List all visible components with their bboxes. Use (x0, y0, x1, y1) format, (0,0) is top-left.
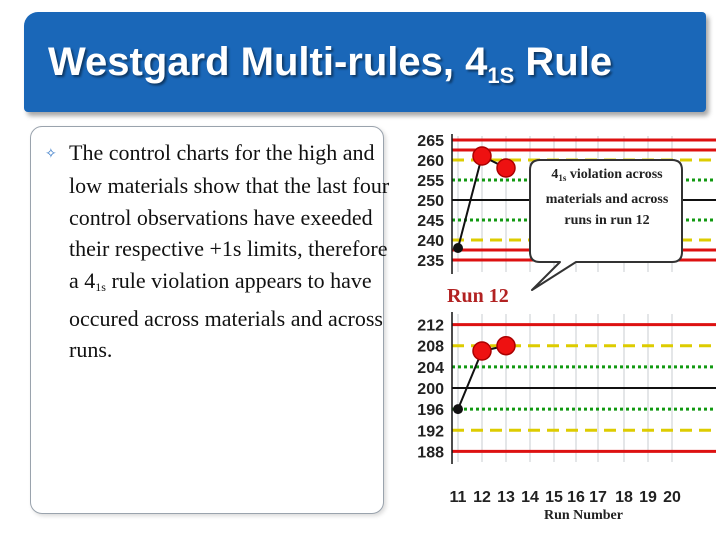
run-label: Run 12 (447, 285, 509, 307)
x-tick-label: 19 (639, 489, 657, 506)
text-box (30, 126, 390, 514)
title-bar (24, 12, 706, 112)
slide-title: Westgard Multi-rules, $4_{1S}$ Rule (48, 40, 613, 88)
y-tick-label: 192 (417, 423, 444, 441)
data-point-violation (497, 159, 515, 177)
y-tick-label: 260 (417, 153, 444, 170)
x-tick-label: 11 (449, 489, 467, 506)
x-axis-label: Run Number (544, 508, 623, 523)
data-point-violation (473, 342, 491, 360)
data-point-violation (497, 337, 515, 355)
bullet-arrow-icon: ✧ (45, 147, 57, 162)
data-point (453, 404, 463, 414)
y-tick-label: 188 (417, 444, 444, 462)
x-tick-label: 13 (497, 489, 515, 506)
y-tick-label: 208 (417, 338, 444, 356)
x-tick-label: 17 (589, 489, 607, 506)
y-tick-label: 235 (417, 253, 444, 270)
y-tick-label: 250 (417, 193, 444, 210)
x-tick-label: 15 (545, 489, 563, 506)
x-tick-label: 20 (663, 489, 681, 506)
violation-callout-text: $4_{1s}$ violation across materials and across runs in run 12 (545, 167, 669, 228)
y-tick-label: 240 (417, 233, 444, 250)
y-tick-label: 245 (417, 213, 444, 230)
x-tick-label: 18 (615, 489, 633, 506)
x-tick-label: 14 (521, 489, 539, 506)
y-tick-label: 265 (417, 133, 444, 150)
x-tick-label: 16 (567, 489, 585, 506)
y-tick-label: 200 (417, 381, 444, 398)
control-charts-panel (392, 124, 720, 540)
y-tick-label: 212 (417, 317, 444, 335)
x-tick-label: 12 (473, 489, 491, 506)
data-point (453, 243, 463, 253)
y-tick-label: 204 (417, 359, 444, 377)
bullet-paragraph: ✧ The control charts for the high and low materials show that the last four control observations have exeeded their respective +1s limits, therefore a $4_{1s}$ rule violation appears to have occured across materials and across runs. (45, 140, 390, 363)
y-tick-label: 196 (417, 402, 444, 420)
y-tick-label: 255 (417, 173, 444, 190)
data-point-violation (473, 147, 491, 165)
